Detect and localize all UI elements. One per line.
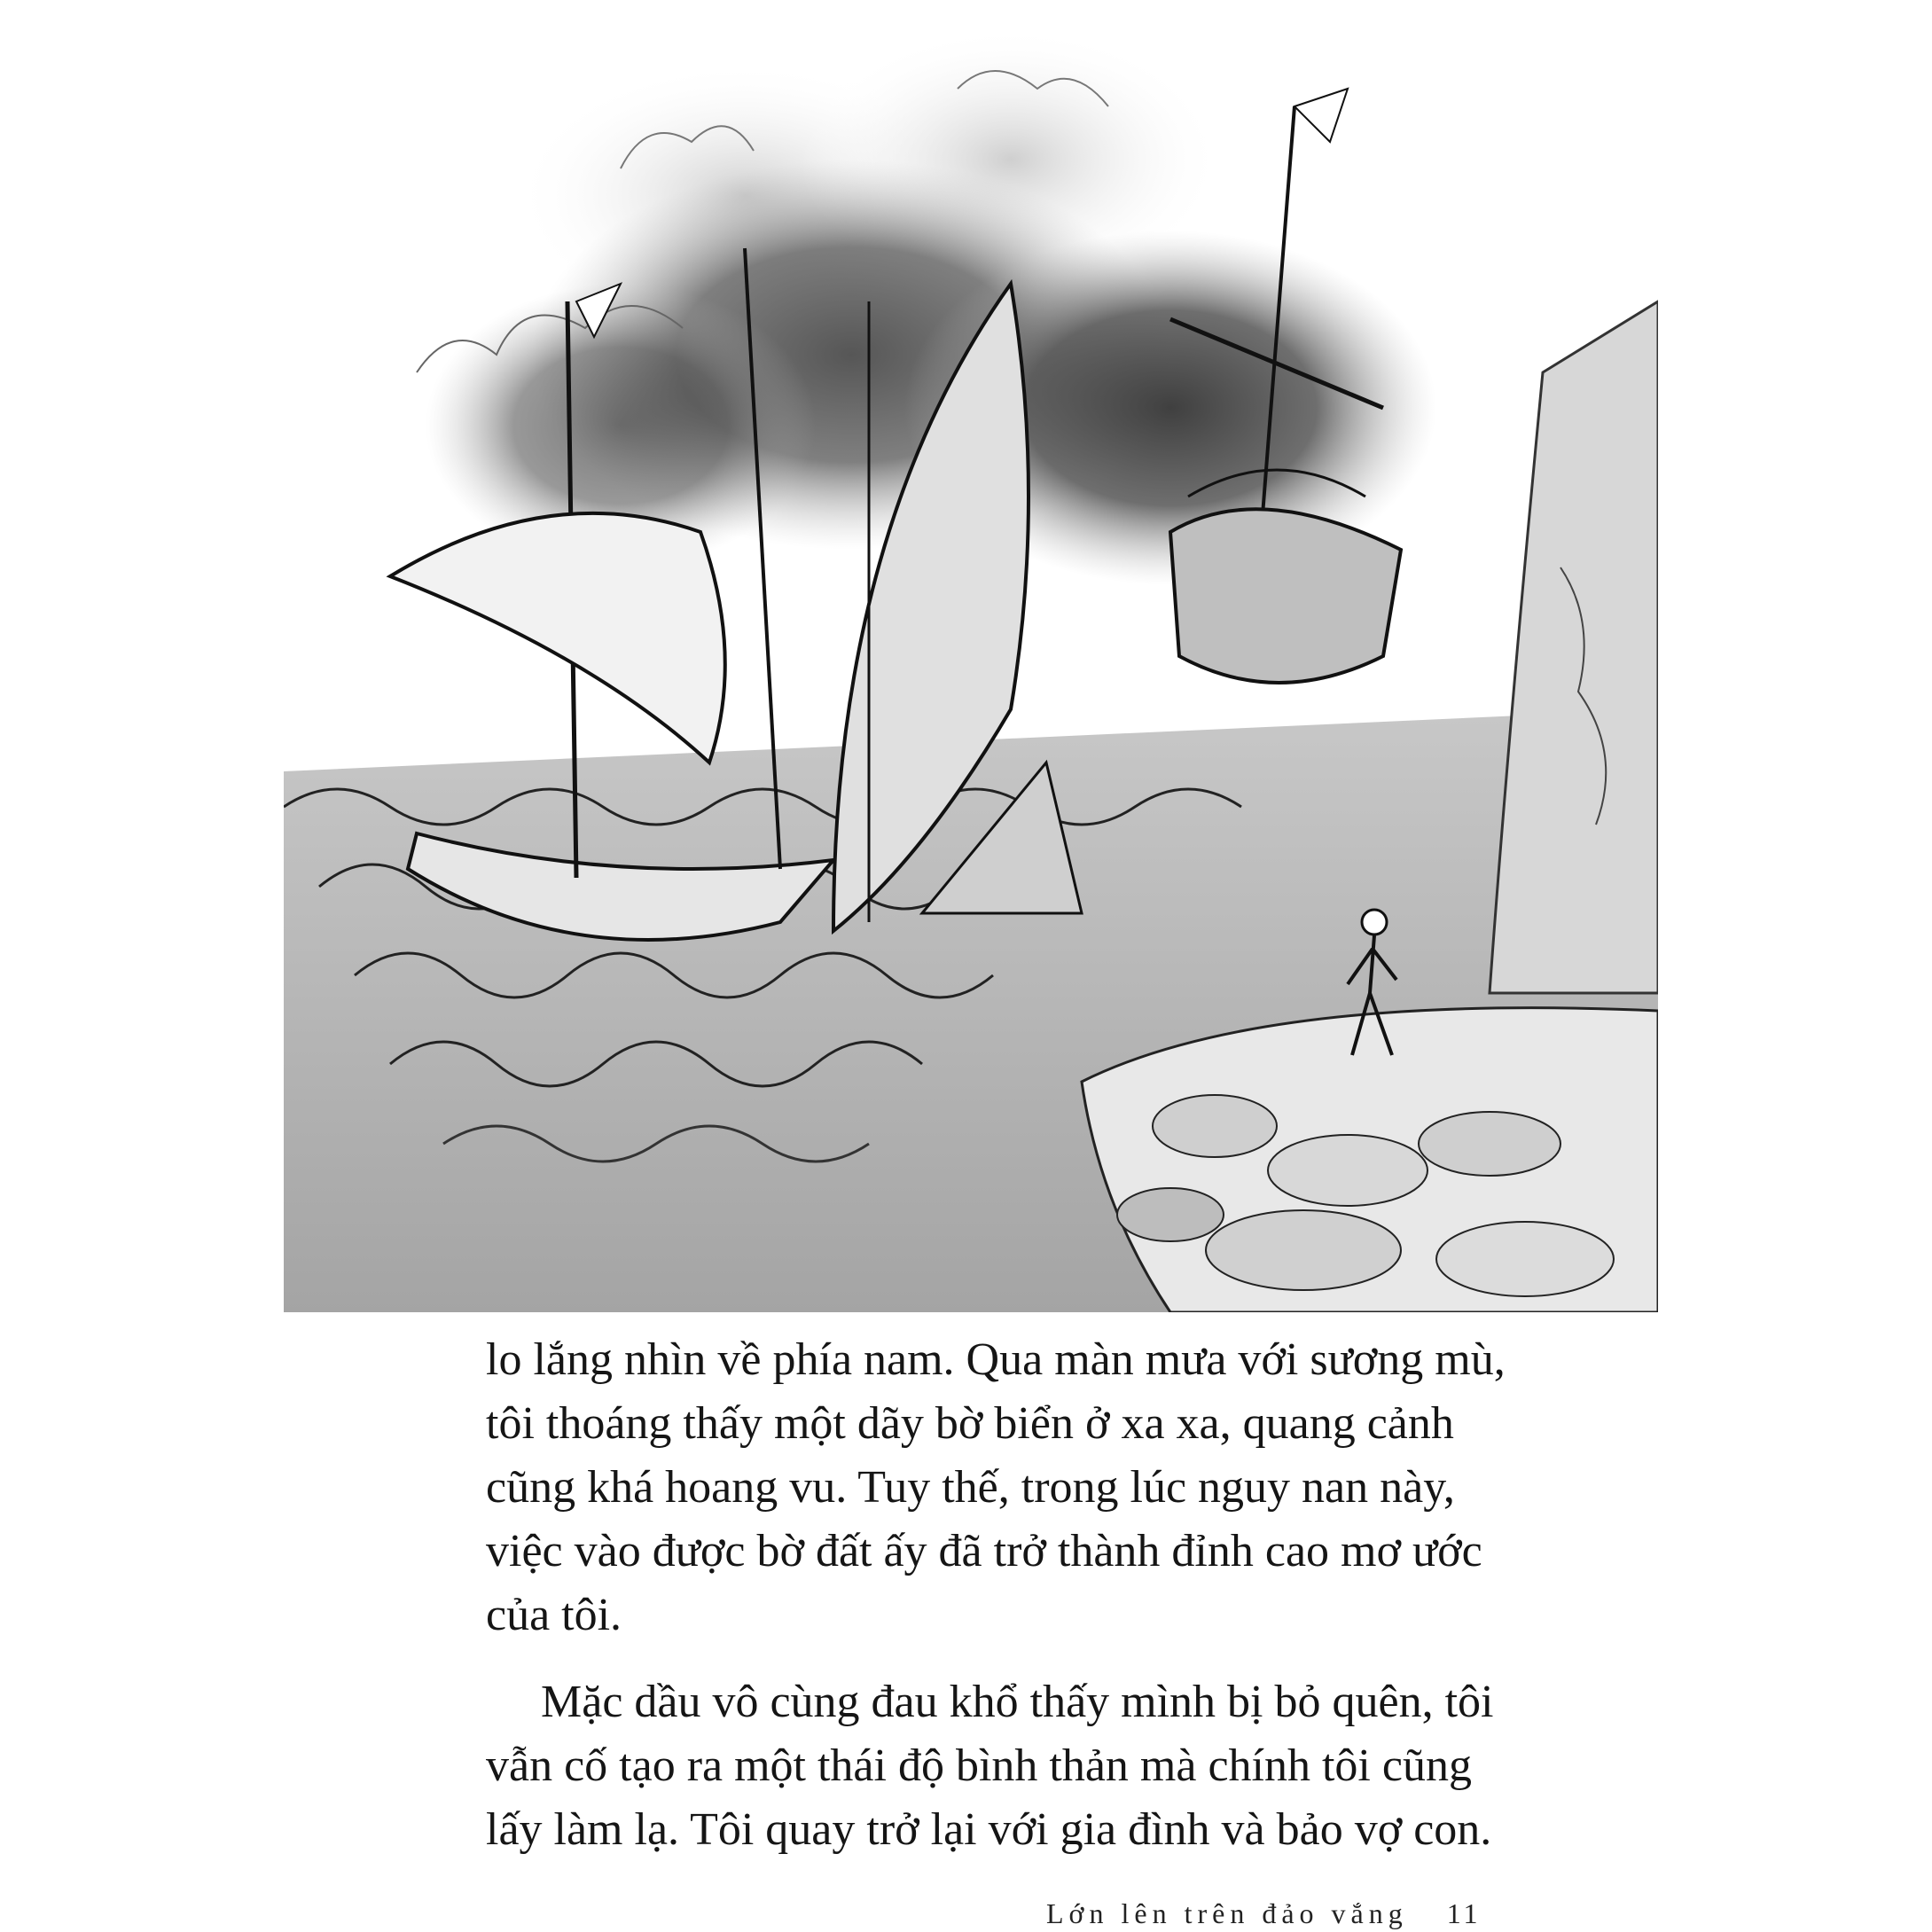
text-line: lấy làm lạ. Tôi quay trở lại với gia đình và bảo vợ con. — [486, 1804, 1492, 1855]
text-line: vẫn cố tạo ra một thái độ bình thản mà chính tôi cũng — [486, 1740, 1472, 1791]
text-line: lo lắng nhìn về phía nam. Qua màn mưa với sương mù, — [486, 1334, 1506, 1385]
text-line: tôi thoáng thấy một dãy bờ biển ở xa xa, quang cảnh — [486, 1398, 1454, 1449]
page-footer — [1046, 1897, 1482, 1930]
text-line: việc vào được bờ đất ấy đã trở thành đỉnh cao mơ ước — [486, 1526, 1482, 1576]
text-line: của tôi. — [486, 1590, 622, 1640]
page-number: 11 — [1446, 1897, 1482, 1929]
paragraph-1 — [486, 1328, 1506, 1647]
book-title: Lớn lên trên đảo vắng — [1046, 1897, 1408, 1929]
storm-shipwreck-illustration — [284, 35, 1658, 1312]
text-line: cũng khá hoang vu. Tuy thế, trong lúc nguy nan này, — [486, 1462, 1455, 1513]
paragraph-2 — [486, 1670, 1494, 1862]
text-line: Mặc dầu vô cùng đau khổ thấy mình bị bỏ quên, tôi — [541, 1677, 1494, 1727]
story-text — [486, 1328, 1506, 1885]
